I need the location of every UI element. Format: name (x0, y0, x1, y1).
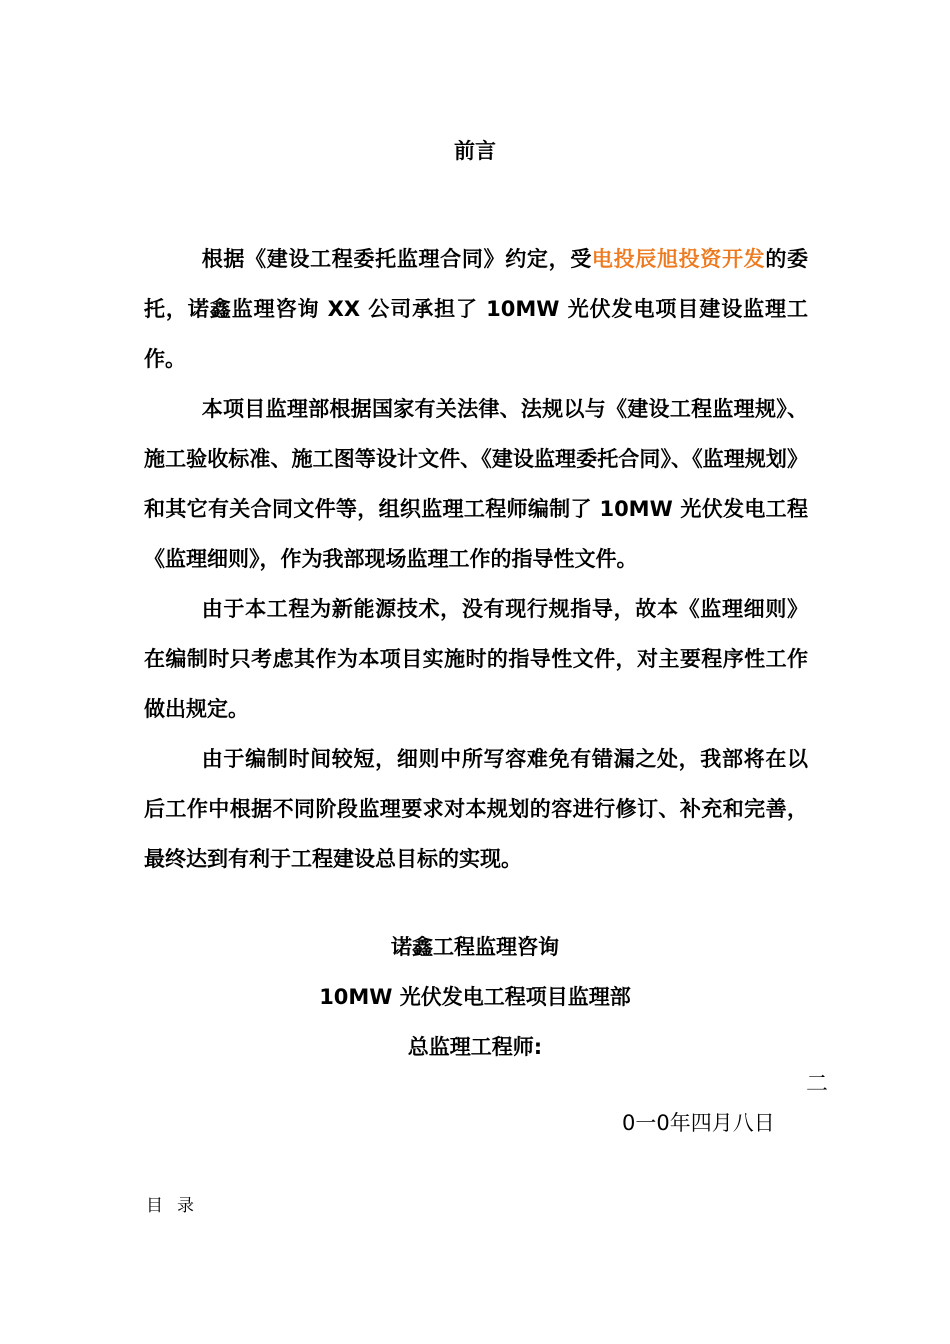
toc-heading: 目录 (146, 1196, 208, 1216)
paragraph-1-after: 的委托，诺鑫监理咨询 XX 公司承担了 10MW 光伏发电项目建设监理工作。 (144, 247, 809, 371)
paragraph-1 (144, 234, 808, 384)
paragraph-4: 由于编制时间较短，细则中所写容难免有错漏之处，我部将在以后工作中根据不同阶段监理要求对本规划的容进行修订、补充和完善，最终达到有利于工程建设总目标的实现。 (144, 747, 808, 871)
signature-org: 诺鑫工程监理咨询 (391, 935, 559, 959)
page-title: 前言 (454, 139, 496, 163)
signature-date: 0一0年四月八日 (622, 1111, 775, 1135)
paragraph-1-before: 根据《建设工程委托监理合同》约定，受 (201, 247, 592, 271)
paragraph-2: 本项目监理部根据国家有关法律、法规以与《建设工程监理规》、施工验收标准、施工图等设计文件、《建设监理委托合同》、《监理规划》和其它有关合同文件等，组织监理工程师编制了 10MW 光伏发电工程《监理细则》，作为我部现场监理工作的指导性文件。 (144, 397, 808, 571)
client-name-highlight: 电投辰旭投资开发 (591, 247, 766, 271)
paragraph-3: 由于本工程为新能源技术，没有现行规指导，故本《监理细则》在编制时只考虑其作为本项目实施时的指导性文件，对主要程序性工作做出规定。 (144, 597, 808, 721)
signature-dept: 10MW 光伏发电工程项目监理部 (319, 985, 631, 1009)
preface-body (144, 234, 808, 884)
signature-role: 总监理工程师: (407, 1035, 543, 1059)
date-fragment-mark: 二 (806, 1072, 829, 1097)
